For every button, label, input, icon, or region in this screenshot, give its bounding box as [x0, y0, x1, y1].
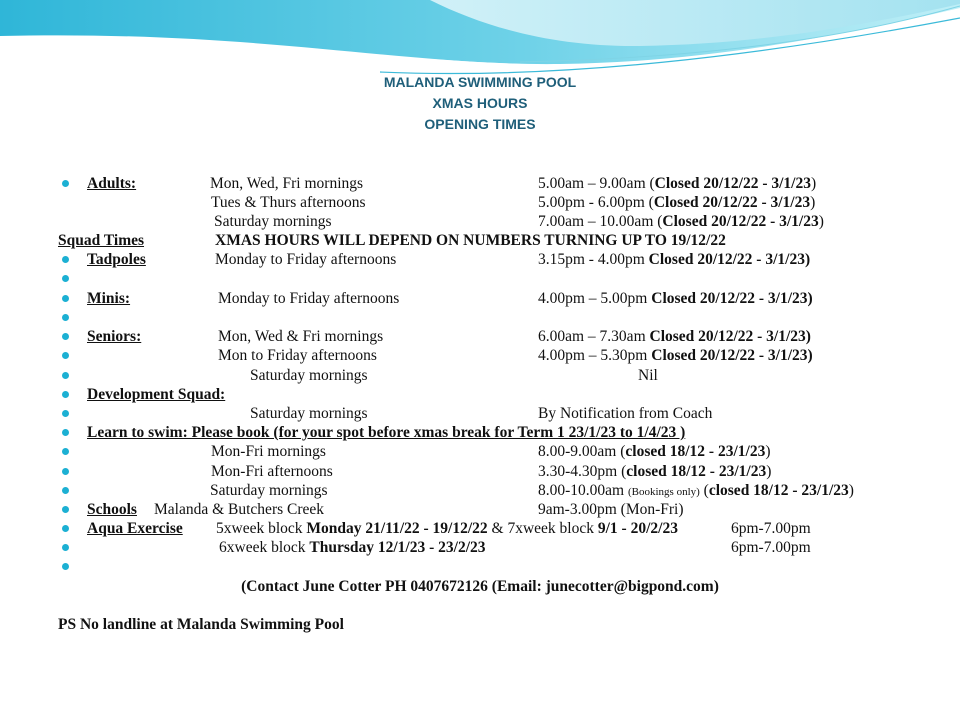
- seniors-day-1: Mon, Wed & Fri mornings: [218, 328, 384, 345]
- development-label: Development Squad:: [87, 386, 226, 403]
- bullet-dot-icon: [62, 410, 69, 417]
- aqua-time-1: 6pm-7.00pm: [731, 520, 811, 537]
- bullet-dot-icon: [62, 295, 69, 302]
- bullet-dot-icon: [62, 256, 69, 263]
- development-time: By Notification from Coach: [538, 405, 713, 422]
- schools-time: 9am-3.00pm (Mon-Fri): [538, 501, 684, 518]
- aqua-block-2: 6xweek block Thursday 12/1/23 - 23/2/23: [219, 539, 486, 556]
- tadpoles-day: Monday to Friday afternoons: [215, 251, 397, 268]
- adults-day-1: Mon, Wed, Fri mornings: [210, 175, 364, 192]
- learn-time-2: 3.30-4.30pm (closed 18/12 - 23/1/23): [538, 463, 772, 480]
- aqua-row-1: [0, 519, 960, 538]
- bullet-dot-icon: [62, 429, 69, 436]
- bullet-dot-icon: [62, 391, 69, 398]
- bullet-dot-icon: [62, 372, 69, 379]
- learn-row-1: [0, 442, 960, 461]
- aqua-label: Aqua Exercise: [87, 520, 183, 537]
- learn-heading: Learn to swim: Please book (for your spot before xmas break for Term 1 23/1/23 to 1/4/23 ): [87, 424, 686, 441]
- learn-time-1: 8.00-9.00am (closed 18/12 - 23/1/23): [538, 443, 771, 460]
- bullet-dot-icon: [62, 275, 69, 282]
- schools-row: [0, 500, 960, 519]
- title-opening-times: OPENING TIMES: [424, 116, 536, 132]
- learn-heading-row: [0, 423, 960, 442]
- aqua-row-2: [0, 538, 960, 557]
- seniors-label: Seniors:: [87, 328, 142, 345]
- adults-row-1: [0, 174, 960, 193]
- bullet-dot-icon: [62, 180, 69, 187]
- ps-row: [0, 615, 960, 634]
- squad-line: Squad Times XMAS HOURS WILL DEPEND ON NUMBERS TURNING UP TO 19/12/22: [58, 232, 726, 249]
- seniors-time-3: Nil: [638, 367, 658, 384]
- seniors-day-3: Saturday mornings: [250, 367, 368, 384]
- bullet-dot-icon: [62, 314, 69, 321]
- title-xmas-hours: XMAS HOURS: [432, 95, 528, 111]
- empty-row: [0, 308, 960, 327]
- adults-label: Adults:: [87, 175, 137, 192]
- bullet-dot-icon: [62, 525, 69, 532]
- bullet-dot-icon: [62, 352, 69, 359]
- learn-day-1: Mon-Fri mornings: [211, 443, 326, 460]
- bullet-dot-icon: [62, 448, 69, 455]
- empty-row: [0, 269, 960, 288]
- bullet-dot-icon: [62, 563, 69, 570]
- bullet-dot-icon: [62, 468, 69, 475]
- adults-time-1: 5.00am – 9.00am (Closed 20/12/22 - 3/1/23): [538, 175, 817, 192]
- adults-time-2: 5.00pm - 6.00pm (Closed 20/12/22 - 3/1/23): [538, 194, 816, 211]
- title-pool-name: MALANDA SWIMMING POOL: [383, 74, 577, 90]
- ps-note: PS No landline at Malanda Swimming Pool: [58, 616, 344, 633]
- adults-time-3: 7.00am – 10.00am (Closed 20/12/22 - 3/1/23): [538, 213, 824, 230]
- learn-row-3: [0, 481, 960, 500]
- minis-day: Monday to Friday afternoons: [218, 290, 400, 307]
- learn-time-3: 8.00-10.00am (Bookings only) (closed 18/12 - 23/1/23): [538, 482, 854, 499]
- tadpoles-row: [0, 250, 960, 269]
- seniors-row-2: [0, 346, 960, 365]
- seniors-day-2: Mon to Friday afternoons: [218, 347, 377, 364]
- schools-place: Malanda & Butchers Creek: [154, 501, 325, 518]
- aqua-block-1: 5xweek block Monday 21/11/22 - 19/12/22 & 7xweek block 9/1 - 20/2/23: [216, 520, 678, 537]
- adults-day-2: Tues & Thurs afternoons: [211, 194, 366, 211]
- learn-row-2: [0, 462, 960, 481]
- adults-row-3: [0, 212, 960, 231]
- bullet-dot-icon: [62, 544, 69, 551]
- contact-line: (Contact June Cotter PH 0407672126 (Email: junecotter@bigpond.com): [241, 578, 719, 595]
- minis-row: [0, 289, 960, 308]
- adults-row-2: [0, 193, 960, 212]
- seniors-row-1: [0, 327, 960, 346]
- minis-label: Minis:: [87, 290, 131, 307]
- adults-day-3: Saturday mornings: [214, 213, 332, 230]
- development-day: Saturday mornings: [250, 405, 368, 422]
- development-row-2: [0, 404, 960, 423]
- learn-day-3: Saturday mornings: [210, 482, 328, 499]
- tadpoles-label: Tadpoles: [87, 251, 146, 268]
- bullet-dot-icon: [62, 333, 69, 340]
- empty-row: [0, 557, 960, 576]
- minis-time: 4.00pm – 5.00pm Closed 20/12/22 - 3/1/23): [538, 290, 813, 307]
- development-row-1: [0, 385, 960, 404]
- bullet-dot-icon: [62, 506, 69, 513]
- schools-label: Schools: [87, 501, 137, 518]
- seniors-time-2: 4.00pm – 5.30pm Closed 20/12/22 - 3/1/23): [538, 347, 813, 364]
- seniors-row-3: [0, 366, 960, 385]
- squad-row: [0, 231, 960, 250]
- bullet-dot-icon: [62, 487, 69, 494]
- learn-day-2: Mon-Fri afternoons: [211, 463, 333, 480]
- aqua-time-2: 6pm-7.00pm: [731, 539, 811, 556]
- tadpoles-time: 3.15pm - 4.00pm Closed 20/12/22 - 3/1/23): [538, 251, 811, 268]
- seniors-time-1: 6.00am – 7.30am Closed 20/12/22 - 3/1/23): [538, 328, 811, 345]
